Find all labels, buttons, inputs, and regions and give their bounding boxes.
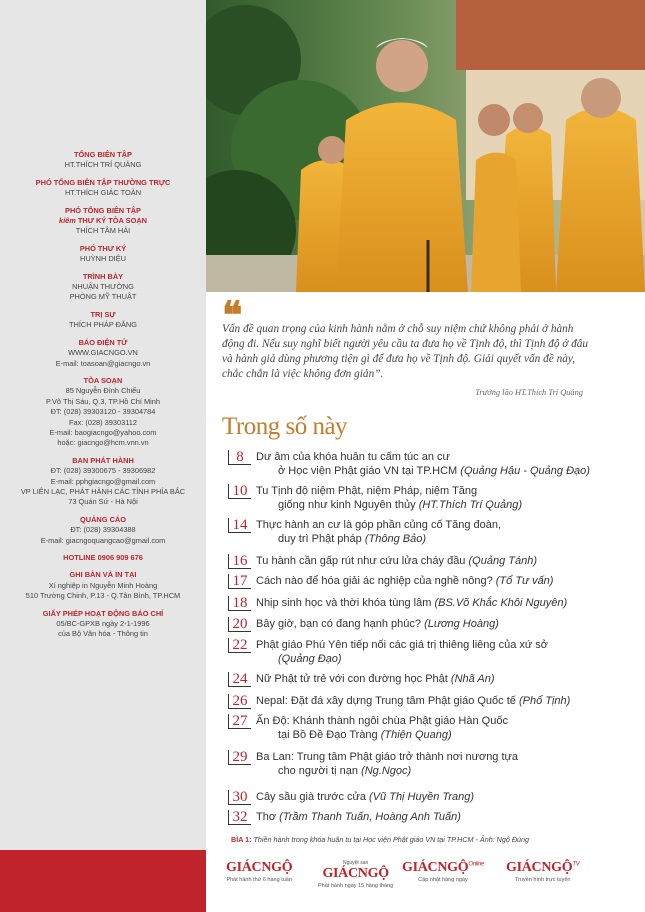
toc-page-number: 8 [228,450,251,465]
toc-title-line: Nữ Phật tử trẻ với con đường học Phật (Nhã An) [256,673,495,685]
masthead-section-title: TÒA SOẠN [83,375,123,385]
toc-title-line: Cách nào để hóa giải ác nghiệp của nghề nông? (Tổ Tư vấn) [256,575,554,587]
masthead-line: E-mail: pphgiacngo@gmail.com [50,476,156,486]
toc-author: (Lương Hoàng) [424,618,499,630]
cover-caption [231,835,529,844]
toc-entry[interactable] [228,518,638,546]
toc-page-number: 18 [228,596,251,611]
masthead-line: HT.THÍCH TRÍ QUẢNG [64,160,142,170]
footer-red-band [0,850,206,912]
publication-logo-text: GIÁCNGỘ [226,860,293,875]
toc-title-line: Ấn Độ: Khánh thành ngôi chùa Phật giáo Hàn Quốc [256,715,508,727]
toc-entry[interactable] [228,638,638,666]
masthead-line: của Bộ Văn hóa - Thông tin [58,629,148,639]
masthead-section [0,206,206,237]
toc-title-line: Thực hành an cư là góp phần củng cố Tăng đoàn, [256,519,502,531]
toc-entry[interactable] [228,574,638,588]
toc-author: (Phổ Tịnh) [518,695,571,707]
publication-logo[interactable] [506,860,579,883]
masthead-section [0,178,206,199]
masthead-section-title: PHÓ TỔNG BIÊN TẬP THƯỜNG TRỰC [35,177,171,187]
toc-entry[interactable] [228,484,638,512]
toc-page-number: 26 [228,694,251,709]
pull-quote-author: Trưởng lão HT.Thích Trí Quảng [475,388,583,397]
toc-title-line: Nhịp sinh học và thời khóa tùng lâm (BS.Võ Khắc Khôi Nguyên) [256,597,568,609]
toc-page-number: 32 [228,810,251,825]
toc-author: (Quảng Đạo) [278,653,342,665]
publication-logo-text: GIÁCNGỘ$^{TV}$ [506,860,580,875]
masthead-section-title: BAN PHÁT HÀNH [72,455,134,465]
toc-author: (Ng.Ngọc) [361,765,412,777]
monks-walking-photo [206,0,645,292]
masthead-section [0,456,206,508]
masthead-section-title: GHI BẢN VÀ IN TẠI [69,570,137,580]
masthead-section [0,338,206,369]
toc-entry[interactable] [228,554,638,568]
masthead-line: ĐT: (028) 39304388 [70,525,136,535]
toc-title-line: Ba Lan: Trung tâm Phật giáo trở thành nơi nương tựa [256,751,519,763]
toc-entry[interactable] [228,450,638,478]
publication-tagline: Cập nhật hàng ngày [418,877,468,883]
publication-tagline: Phát hành ngày 15 hàng tháng [318,883,394,889]
publication-logo[interactable] [226,860,292,883]
toc-author: (Quảng Hậu - Quảng Đạo) [460,465,590,477]
toc-page-number: 22 [228,638,251,653]
publication-logo-text: GIÁCNGỘ$^{Online}$ [402,860,484,875]
toc-author: (Quảng Tánh) [468,555,537,567]
toc-entry[interactable] [228,672,638,686]
toc-title-line: Tu Tịnh độ niệm Phật, niệm Pháp, niệm Tăng [256,485,478,497]
toc-page-number: 17 [228,574,251,589]
toc-title-line: duy trì Phật pháp (Thông Bảo) [278,533,426,545]
masthead-line: ĐT: (028) 39303120 - 39304784 [50,407,156,417]
masthead-section-title: TRỊ SỰ [90,309,116,319]
masthead-line: ĐT: (028) 39300675 - 39306982 [50,466,156,476]
masthead-section [0,310,206,331]
masthead-line: E-mail: toasoan@giacngo.vn [55,358,151,368]
masthead-section-title: BÁO ĐIỆN TỬ [78,337,128,347]
masthead-section-title: PHÓ THƯ KÝ [79,243,127,253]
publication-logo[interactable] [402,860,484,883]
toc-title-line: Nepal: Đặt đá xây dựng Trung tâm Phật giáo Quốc tế (Phổ Tịnh) [256,695,571,707]
publication-tagline: Phát hành thứ 6 hàng tuần [226,877,292,883]
toc-author: (BS.Võ Khắc Khôi Nguyên) [434,597,568,609]
toc-page-number: 20 [228,617,251,632]
masthead-line: 85 Nguyễn Đình Chiểu [65,386,141,396]
toc-title-line: cho người tị nạn (Ng.Ngọc) [278,765,412,777]
masthead-line: E-mail: giacngoquangcao@gmail.com [40,535,166,545]
masthead-section-title: TỔNG BIÊN TẬP [74,150,132,159]
masthead [0,150,206,640]
toc-title-line: Cây sầu già trước cửa (Vũ Thị Huyền Trang) [256,791,474,803]
toc-page-number: 10 [228,484,251,499]
publication-tagline: Truyền hình trực tuyến [514,877,571,883]
publication-logo-text: GIÁCNGỘ [322,866,389,881]
toc-entry[interactable] [228,617,638,631]
masthead-line: 73 Quán Sứ - Hà Nội [68,497,138,507]
masthead-section [0,553,206,563]
masthead-section [0,272,206,303]
toc-entry[interactable] [228,694,638,708]
toc-author: (Thông Bảo) [364,533,426,545]
masthead-section-title: PHÓ TỔNG BIÊN TẬP kiêm THƯ KÝ TÒA SOẠN [58,205,147,226]
toc-title-line: Thơ (Trầm Thanh Tuấn, Hoàng Anh Tuấn) [256,811,461,823]
toc-author: (Nhã An) [450,673,495,685]
toc-entry[interactable] [228,714,638,742]
toc-author: (Thiện Quang) [380,729,452,741]
quote-mark-icon: ❝ [222,292,243,337]
masthead-line: Fax: (028) 39303112 [68,417,138,427]
publication-logo[interactable] [318,860,393,889]
toc-page-number: 16 [228,554,251,569]
masthead-line: E-mail: baogiacngo@yahoo.com [49,427,157,437]
masthead-section-title: TRÌNH BÀY [82,271,124,281]
toc-title-line: tại Bồ Đề Đạo Tràng (Thiện Quang) [278,729,452,741]
toc-title-line: ở Học viện Phật giáo VN tại TP.HCM (Quảng Hậu - Quảng Đạo) [278,465,590,477]
toc-author: (Tổ Tư vấn) [495,575,554,587]
toc-title-line: Tu hành cần gấp rút như cứu lửa cháy đầu (Quảng Tánh) [256,555,537,567]
masthead-line: PHÒNG MỸ THUẬT [69,292,137,302]
masthead-line: THÍCH TÂM HẢI [75,226,131,236]
toc-page-number: 29 [228,750,251,765]
toc-entry[interactable] [228,750,638,778]
publication-prefix: Nguyệt san [342,860,369,866]
toc-title-line: giống như kinh Nguyên thủy (HT.Thích Trí Quảng) [278,499,522,511]
cover-caption-label: BÌA 1: [231,835,252,844]
toc-page-number: 30 [228,790,251,805]
masthead-section-title: HOTLINE 0906 909 676 [63,553,143,562]
masthead-line: THÍCH PHÁP ĐĂNG [68,320,138,330]
toc-author: (Trầm Thanh Tuấn, Hoàng Anh Tuấn) [279,811,461,823]
toc-entry[interactable] [228,790,638,804]
toc-title-line: Bây giờ, bạn có đang hạnh phúc? (Lương Hoàng) [256,618,499,630]
toc-author: (HT.Thích Trí Quảng) [418,499,522,511]
masthead-section [0,244,206,265]
masthead-section [0,609,206,640]
masthead-section [0,515,206,546]
toc-entry[interactable] [228,596,638,610]
masthead-section [0,150,206,171]
toc-page-number: 14 [228,518,251,533]
masthead-line: NHUẬN THƯỜNG [72,282,134,292]
masthead-line: hoặc: giacngo@hcm.vnn.vn [57,438,149,448]
pull-quote-text: Vấn đề quan trọng của kinh hành nằm ở chỗ suy niệm chứ không phải ở hành động đi. Nếu suy nghĩ biết người yêu cầu ta đưa họ về Tịnh độ, thì Tịnh độ ở đâu và hành giả dùng phương tiện gì để đưa họ về Tịnh độ. Giải quyết vấn đề này, chắc chắn là việc không đơn giản”. [222,323,589,380]
masthead-section-title: GIẤY PHÉP HOẠT ĐỘNG BÁO CHÍ [42,608,164,618]
toc-title-line [278,652,638,666]
masthead-line: HUỲNH DIỆU [80,254,126,264]
toc-title-line: Dư âm của khóa huân tu cấm túc an cư [256,451,450,463]
toc-entry[interactable] [228,810,638,824]
toc-page-number: 27 [228,714,251,729]
masthead-line: 510 Trường Chinh, P.13 - Q.Tân Bình, TP.HCM [25,591,181,601]
masthead-section [0,376,206,449]
masthead-line: VP LIÊN LẠC, PHÁT HÀNH CÁC TỈNH PHÍA BẮC [20,486,186,496]
masthead-line: 05/BC-GPXB ngày 2-1-1996 [56,619,150,629]
toc-title-line: Phật giáo Phú Yên tiếp nối các giá trị thiêng liêng của xứ sở [256,639,548,651]
masthead-line: WWW.GIACNGO.VN [68,348,138,358]
masthead-section-title: QUẢNG CÁO [80,514,126,524]
masthead-line: HT.THÍCH GIÁC TOÀN [64,188,142,198]
section-title: Trong số này [222,413,348,440]
cover-caption-text: Thiền hành trong khóa huân tu tại Học viện Phật giáo VN tại TP.HCM - Ảnh: Ngộ Đúng [253,835,530,844]
toc-page-number: 24 [228,672,251,687]
masthead-line: P.Võ Thị Sáu, Q.3, TP.Hồ Chí Minh [45,396,161,406]
cover-photo [206,0,645,292]
toc-author: (Vũ Thị Huyền Trang) [369,791,474,803]
masthead-section [0,570,206,601]
publications-footer [0,850,645,912]
masthead-line: Xí nghiệp in Nguyễn Minh Hoàng [48,580,158,590]
